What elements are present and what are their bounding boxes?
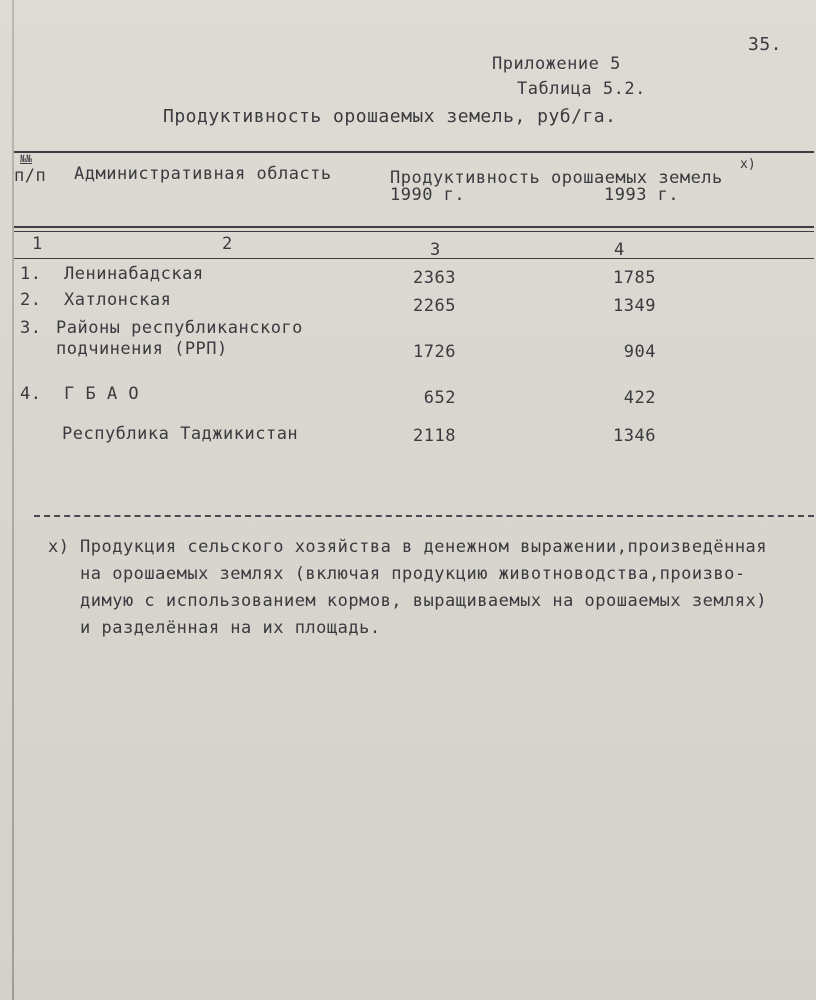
header-year-1990: 1990 г. [390, 185, 466, 205]
header-productivity: Продуктивность орошаемых земель [390, 168, 723, 188]
row-number: 4. [20, 384, 42, 404]
row-value-1993: 904 [623, 342, 656, 362]
row-number: 1. [20, 264, 42, 284]
table-top-rule [14, 151, 814, 153]
row-region: Районы республиканского [56, 318, 303, 338]
row-value-1993: 1349 [613, 296, 656, 316]
row-value-1990: 652 [423, 388, 456, 408]
total-value-1993: 1346 [613, 426, 656, 446]
row-value-1993: 1785 [613, 268, 656, 288]
column-number-3: 3 [430, 240, 441, 260]
total-value-1990: 2118 [413, 426, 456, 446]
header-row-number: п/п [14, 166, 47, 186]
table-title: Продуктивность орошаемых земель, руб/га. [163, 106, 617, 127]
row-value-1990: 2363 [413, 268, 456, 288]
row-value-1990: 2265 [413, 296, 456, 316]
footnote-line-3: димую с использованием кормов, выращиваемых на орошаемых землях) [80, 591, 768, 611]
header-rule-1 [14, 226, 814, 228]
footnote-line-4: и разделённая на их площадь. [80, 618, 381, 638]
row-value-1990: 1726 [413, 342, 456, 362]
footnote-separator [34, 515, 814, 517]
appendix-label: Приложение 5 [492, 54, 621, 74]
row-region-cont: подчинения (РРП) [56, 339, 228, 359]
header-number-sign: №№ [20, 154, 33, 165]
header-region: Административная область [74, 164, 332, 184]
row-number: 3. [20, 318, 42, 338]
footnote-line-1: Продукция сельского хозяйства в денежном выражении,произведённая [80, 537, 768, 557]
header-year-1993: 1993 г. [604, 185, 680, 205]
total-label: Республика Таджикистан [62, 424, 299, 444]
column-number-rule [14, 258, 814, 259]
row-region: Г Б А О [64, 384, 140, 404]
footnote-mark: x) [48, 537, 70, 557]
table-id: Таблица 5.2. [517, 79, 646, 99]
row-region: Ленинабадская [64, 264, 204, 284]
row-number: 2. [20, 290, 42, 310]
column-number-2: 2 [222, 234, 233, 254]
footnote-line-2: на орошаемых землях (включая продукцию животноводства,произво- [80, 564, 746, 584]
header-rule-2 [14, 231, 814, 232]
row-value-1993: 422 [623, 388, 656, 408]
column-number-4: 4 [614, 240, 625, 260]
column-number-1: 1 [32, 234, 43, 254]
page-number: 35. [748, 34, 783, 55]
row-region: Хатлонская [64, 290, 172, 310]
header-footnote-mark: x) [740, 157, 756, 172]
page-fold-shadow [12, 0, 14, 1000]
